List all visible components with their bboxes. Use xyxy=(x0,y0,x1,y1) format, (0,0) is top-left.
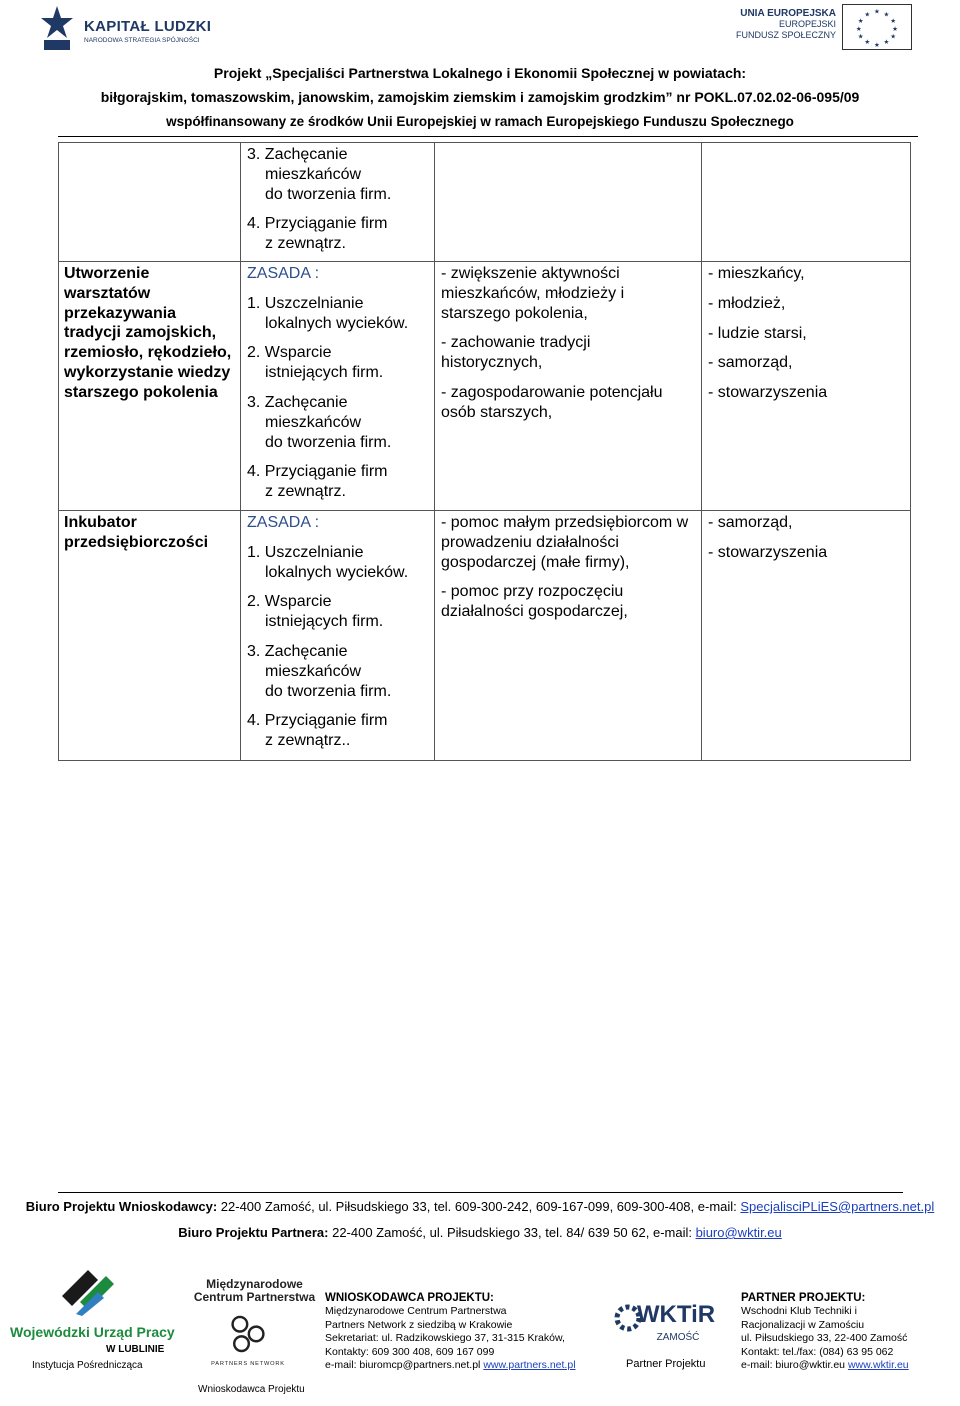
applicant-line: Partners Network z siedzibą w Krakowie xyxy=(325,1318,513,1331)
partner-line: e-mail: biuro@wktir.eu www.wktir.eu xyxy=(741,1359,909,1372)
partner-line: Kontakt: tel./fax: (084) 63 95 062 xyxy=(741,1345,894,1358)
eu-logo-text xyxy=(736,8,836,41)
partner-heading: PARTNER PROJEKTU: xyxy=(741,1292,866,1304)
svg-text:ZAMOŚĆ: ZAMOŚĆ xyxy=(656,1332,700,1343)
footer-divider xyxy=(58,1192,903,1193)
table-col-divider xyxy=(701,142,702,761)
svg-text:PARTNERS NETWORK: PARTNERS NETWORK xyxy=(211,1360,285,1367)
kapital-ludzki-logo xyxy=(36,4,212,54)
list-item: 3. Zachęcanie mieszkańców do tworzenia firm. xyxy=(247,642,392,700)
kapital-ludzki-subtitle: NARODOWA STRATEGIA SPÓJNOŚCI xyxy=(84,37,200,44)
svg-text:★: ★ xyxy=(892,25,899,33)
list-item: - stowarzyszenia xyxy=(708,384,828,402)
mcp-logo xyxy=(192,1278,317,1400)
table-col-divider xyxy=(240,142,241,761)
partner-line: ul. Piłsudskiego 33, 22-400 Zamość xyxy=(741,1332,908,1345)
applicant-office-line: Biuro Projektu Wnioskodawcy: 22-400 Zamość, ul. Piłsudskiego 33, tel. 609-300-242, 609-167-099, 609-300-408, e-mail: SpecjalisciPLiES@partners.net.pl xyxy=(25,1199,935,1214)
applicant-line: Międzynarodowe Centrum Partnerstwa xyxy=(325,1305,507,1318)
wup-emblem-icon xyxy=(58,1266,114,1316)
svg-text:★: ★ xyxy=(864,39,871,47)
svg-text:★: ★ xyxy=(890,18,897,26)
svg-text:★: ★ xyxy=(883,39,890,47)
table-col-divider xyxy=(910,142,911,761)
mcp-caption: Wnioskodawca Projektu xyxy=(198,1384,305,1395)
wktir-caption: Partner Projektu xyxy=(626,1358,706,1370)
partners-network-emblem-icon xyxy=(211,1308,285,1368)
svg-text:★: ★ xyxy=(874,8,880,16)
applicant-email-link[interactable]: SpecjalisciPLiES@partners.net.pl xyxy=(740,1199,935,1214)
rule-heading: ZASADA : xyxy=(247,265,320,282)
table-row-0-col-2 xyxy=(247,145,429,264)
wktir-logo xyxy=(610,1288,720,1374)
applicant-line: Kontakty: 609 300 408, 609 167 099 xyxy=(325,1345,495,1358)
partner-contact-block xyxy=(741,1292,909,1372)
kapital-ludzki-title: KAPITAŁ LUDZKI xyxy=(84,18,212,35)
svg-text:★: ★ xyxy=(883,11,890,19)
rule-heading: ZASADA : xyxy=(247,514,320,531)
list-item: 4. Przyciąganie firm z zewnątrz.. xyxy=(247,712,388,750)
svg-text:★: ★ xyxy=(874,42,880,50)
list-item: - pomoc małym przedsiębiorcom w prowadzeniu działalności gospodarczej (małe firmy), xyxy=(441,514,689,571)
table-row-1-col-3 xyxy=(441,264,693,423)
partner-website-link[interactable]: www.wktir.eu xyxy=(847,1359,909,1372)
list-item: 4. Przyciąganie firm z zewnątrz. xyxy=(247,215,388,253)
list-item: 1. Uszczelnianie lokalnych wycieków. xyxy=(247,543,409,581)
kapital-ludzki-emblem-icon xyxy=(40,4,74,52)
list-item: - stowarzyszenia xyxy=(708,543,828,561)
applicant-website-link[interactable]: www.partners.net.pl xyxy=(483,1359,576,1372)
list-item: 1. Uszczelnianie lokalnych wycieków. xyxy=(247,294,409,332)
list-item: - mieszkańcy, xyxy=(708,265,805,282)
table-row-2-col-3 xyxy=(441,513,693,622)
applicant-line: e-mail: biuromcp@partners.net.pl www.partners.net.pl xyxy=(325,1359,576,1372)
svg-text:★: ★ xyxy=(855,25,862,33)
svg-text:★: ★ xyxy=(890,33,897,41)
mcp-title: Międzynarodowe Centrum Partnerstwa xyxy=(193,1277,316,1304)
partner-line: Wschodni Klub Techniki i xyxy=(741,1305,857,1318)
svg-text:★: ★ xyxy=(857,33,864,41)
list-item: 4. Przyciąganie firm z zewnątrz. xyxy=(247,463,388,501)
applicant-line: Sekretariat: ul. Radzikowskiego 37, 31-315 Kraków, xyxy=(325,1332,565,1345)
list-item: - ludzie starsi, xyxy=(708,324,807,342)
applicant-contact-block xyxy=(325,1292,576,1372)
svg-text:WKTiR: WKTiR xyxy=(636,1301,716,1328)
table-row-1-col-2 xyxy=(247,264,429,512)
table-row-divider xyxy=(58,510,911,511)
table-row-1-col-4 xyxy=(708,264,904,403)
wktir-emblem-icon xyxy=(614,1288,714,1348)
list-item: - zachowanie tradycji historycznych, xyxy=(441,334,591,372)
table-col-divider xyxy=(434,142,435,761)
table-border-top xyxy=(58,142,911,143)
eu-logo-line2: EUROPEJSKI xyxy=(778,19,836,29)
header-divider xyxy=(58,136,918,137)
table-row-1-col-1: Utworzenie warsztatów przekazywania tradycji zamojskich, rzemiosło, rękodzieło, wykorzystanie wiedzy starszego pokolenia xyxy=(64,265,232,401)
svg-text:★: ★ xyxy=(864,11,871,19)
list-item: - zagospodarowanie potencjału osób starszych, xyxy=(441,383,663,421)
list-item: - samorząd, xyxy=(708,354,793,372)
table-row-divider xyxy=(58,261,911,262)
project-title-line1: Projekt „Specjaliści Partnerstwa Lokalnego i Ekonomii Społecznej w powiatach: xyxy=(213,65,747,81)
partner-email-link[interactable]: biuro@wktir.eu xyxy=(695,1225,782,1240)
table-col-divider xyxy=(58,142,59,761)
eu-logo-line1: UNIA EUROPEJSKA xyxy=(740,8,836,19)
table-row-2-col-4 xyxy=(708,513,904,563)
applicant-heading: WNIOSKODAWCA PROJEKTU: xyxy=(325,1292,494,1304)
eu-logo xyxy=(736,4,916,54)
table-border-bottom xyxy=(58,760,911,761)
list-item: 2. Wsparcie istniejących firm. xyxy=(247,344,384,382)
wup-title: Wojewódzki Urząd Pracy xyxy=(10,1324,175,1340)
wup-city: W LUBLINIE xyxy=(106,1344,165,1355)
eu-logo-line3: FUNDUSZ SPOŁECZNY xyxy=(736,30,837,40)
list-item: 3. Zachęcanie mieszkańców xyxy=(247,146,362,183)
list-item: 3. Zachęcanie mieszkańców do tworzenia firm. xyxy=(247,393,392,451)
wup-logo xyxy=(10,1266,180,1376)
list-item: - zwiększenie aktywności mieszkańców, młodzieży i starszego pokolenia, xyxy=(441,265,625,322)
project-title-line2: biłgorajskim, tomaszowskim, janowskim, zamojskim ziemskim i zamojskim grodzkim” nr POKL.07.02.02-06-095/09 xyxy=(100,89,860,105)
list-item: 2. Wsparcie istniejących firm. xyxy=(247,593,384,631)
list-item: - pomoc przy rozpoczęciu działalności gospodarczej, xyxy=(441,583,628,621)
partner-office-line: Biuro Projektu Partnera: 22-400 Zamość, ul. Piłsudskiego 33, tel. 84/ 639 50 62, e-mail: biuro@wktir.eu xyxy=(178,1225,782,1240)
svg-text:★: ★ xyxy=(857,18,864,26)
list-item: - samorząd, xyxy=(708,514,793,531)
eu-flag-icon xyxy=(842,4,912,50)
wup-caption: Instytucja Pośrednicząca xyxy=(32,1360,143,1371)
project-funding-line: współfinansowany ze środków Unii Europejskiej w ramach Europejskiego Funduszu Społecznego xyxy=(166,114,794,129)
partner-line: Racjonalizacji w Zamościu xyxy=(741,1318,865,1331)
list-item: do tworzenia firm. xyxy=(265,185,392,203)
table-row-2-col-2 xyxy=(247,513,429,761)
table-row-2-col-1: Inkubator przedsiębiorczości xyxy=(64,514,209,551)
list-item: - młodzież, xyxy=(708,294,786,312)
